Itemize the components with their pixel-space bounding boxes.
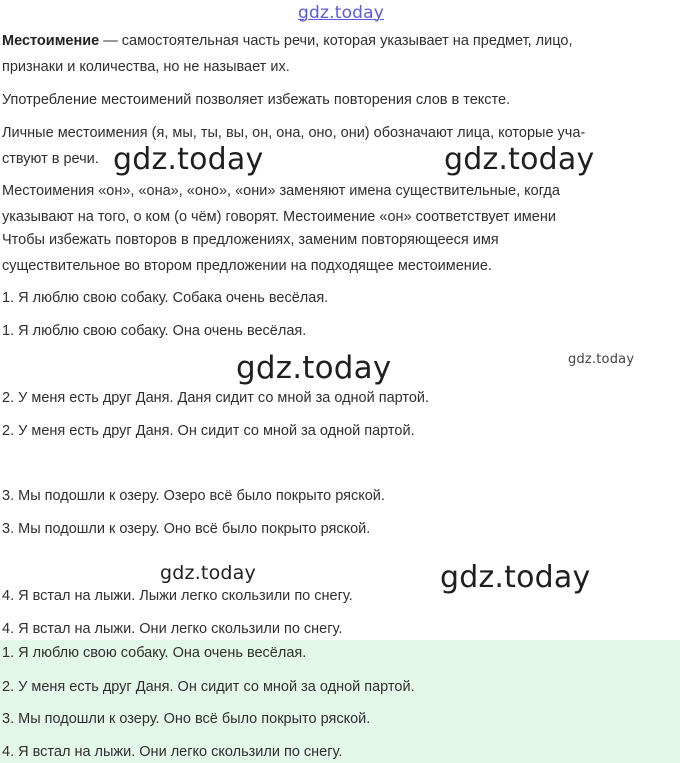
- watermark: gdz.today: [236, 350, 392, 386]
- watermark: gdz.today: [440, 560, 591, 595]
- definition-term: Местоимение: [2, 33, 100, 49]
- watermark-top[interactable]: gdz.today: [298, 3, 385, 23]
- example-1-replaced: 1. Я люблю свою собаку. Она очень весёлая.: [2, 323, 307, 339]
- replacement-line-4: существительное во втором предложении на подходящее местоимение.: [2, 258, 492, 274]
- answer-line-2: 2. У меня есть друг Даня. Он сидит со мной за одной партой.: [2, 679, 415, 695]
- example-2-replaced: 2. У меня есть друг Даня. Он сидит со мной за одной партой.: [2, 423, 415, 439]
- answer-line-1: 1. Я люблю свою собаку. Она очень весёлая.: [2, 645, 307, 661]
- personal-pronouns-line-1: Личные местоимения (я, мы, ты, вы, он, она, оно, они) обозначают лица, которые уча-: [2, 125, 586, 141]
- answer-line-3: 3. Мы подошли к озеру. Оно всё было покрыто ряской.: [2, 711, 371, 727]
- usage-paragraph: Употребление местоимений позволяет избежать повторения слов в тексте.: [2, 92, 511, 108]
- example-2-original: 2. У меня есть друг Даня. Даня сидит со мной за одной партой.: [2, 390, 430, 406]
- example-3-original: 3. Мы подошли к озеру. Озеро всё было покрыто ряской.: [2, 488, 385, 504]
- personal-pronouns-line-2: ствуют в речи.: [2, 151, 99, 167]
- watermark: gdz.today: [160, 562, 256, 584]
- replacement-line-2: указывают на того, о ком (о чём) говорят. Местоимение «он» соответствует имени: [2, 209, 556, 225]
- replacement-line-1: Местоимения «он», «она», «оно», «они» заменяют имена существительные, когда: [2, 183, 560, 199]
- example-1-original: 1. Я люблю свою собаку. Собака очень весёлая.: [2, 290, 329, 306]
- definition-line-1: [2, 32, 572, 50]
- example-4-original: 4. Я встал на лыжи. Лыжи легко скользили по снегу.: [2, 588, 353, 604]
- example-4-replaced: 4. Я встал на лыжи. Они легко скользили по снегу.: [2, 621, 343, 637]
- definition-text: — самостоятельная часть речи, которая указывает на предмет, лицо,: [99, 33, 573, 49]
- replacement-line-3: Чтобы избежать повторов в предложениях, заменим повторяющееся имя: [2, 232, 499, 248]
- answer-box: [0, 640, 680, 763]
- example-3-replaced: 3. Мы подошли к озеру. Оно всё было покрыто ряской.: [2, 521, 371, 537]
- watermark: gdz.today: [444, 142, 595, 177]
- definition-line-2: признаки и количества, но не называет их.: [2, 59, 290, 75]
- watermark: gdz.today: [113, 142, 264, 177]
- watermark: gdz.today: [568, 352, 635, 367]
- answer-line-4: 4. Я встал на лыжи. Они легко скользили по снегу.: [2, 744, 343, 760]
